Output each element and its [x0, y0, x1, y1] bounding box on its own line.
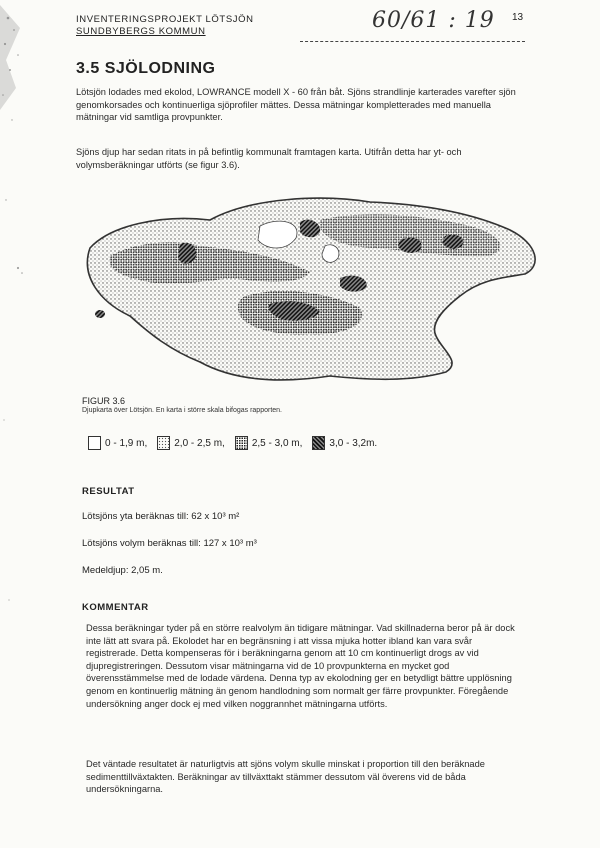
resultat-title: RESULTAT — [82, 486, 135, 497]
resultat-area: Lötsjöns yta beräknas till: 62 x 10³ m² — [82, 511, 240, 522]
figure-caption: Djupkarta över Lötsjön. En karta i större skala bifogas rapporten. — [82, 407, 282, 414]
legend-label: 0 - 1,9 m, — [105, 437, 148, 449]
page-number: 13 — [512, 12, 524, 23]
legend-label: 3,0 - 3,2m. — [329, 437, 378, 449]
resultat-volume: Lötsjöns volym beräknas till: 127 x 10³ m³ — [82, 538, 257, 549]
legend-swatch-empty — [88, 436, 101, 450]
legend-label: 2,5 - 3,0 m, — [251, 437, 303, 449]
kommentar-title: KOMMENTAR — [82, 602, 149, 613]
depth-map — [70, 186, 545, 386]
header-municipality: SUNDBYBERGS KOMMUN — [76, 26, 206, 37]
figure-label: FIGUR 3.6 — [82, 396, 126, 406]
section-title: 3.5 SJÖLODNING — [76, 60, 216, 77]
kommentar-paragraph-1: Dessa beräkningar tyder på en större realvolym än tidigare mätningar. Vad skillnaderna beror på är dock inte lätt att svara på. Ekolodet har en begränsning i att vissa mjuka hotter ibland kan vara svår registrerade. Detta kompenseras för i beräkningarna genom att 10 cm kontinuerligt drogs av vid djupregistreringen. Dessutom visar mätningarna vid de 10 provpunkterna en mycket god överensstämmelse med de lodade värdena. Denna typ av ekolodning ger en betydligt bättre upplösning genom en kontinuerlig mätning än genom handlodning som normalt ger färre provpunkter. Föregående undersökning anger dock ej med vilken noggrannhet mätningarna utförts. — [86, 623, 515, 709]
legend-swatch-light-dots — [157, 436, 170, 450]
depth-legend — [88, 433, 383, 453]
header-project: INVENTERINGSPROJEKT LÖTSJÖN — [76, 14, 254, 25]
legend-swatch-dense-dots — [235, 436, 248, 450]
handwritten-reference: 60/61 : 19 — [372, 8, 495, 33]
section-paragraph-1: Lötsjön lodades med ekolod, LOWRANCE modell X - 60 från båt. Sjöns strandlinje karterades varefter sjön genomkorsades och kontinuerliga sjöprofiler mättes. Dessa mätningar kompletterades med manuella mätningar vid samtliga provpunkter. — [76, 87, 516, 122]
legend-item-medium — [157, 436, 225, 450]
section-paragraph-2: Sjöns djup har sedan ritats in på befintlig kommunalt framtagen karta. Utifrån detta har yt- och volymsberäkningar utförts (se figur 3.6). — [76, 147, 462, 170]
header-rule — [300, 41, 525, 42]
scan-noise — [0, 0, 60, 848]
legend-item-shallow — [88, 436, 147, 450]
legend-label: 2,0 - 2,5 m, — [174, 437, 225, 449]
legend-swatch-dark-hatch — [312, 436, 325, 450]
resultat-mean-depth: Medeldjup: 2,05 m. — [82, 565, 163, 576]
legend-item-deepest — [312, 436, 377, 450]
kommentar-paragraph-2: Det väntade resultatet är naturligtvis att sjöns volym skulle minskat i proportion till den beräknade sedimenttillväxtakten. Beräkningar av tillväxttakt stämmer dessutom väl överens vid de båda undersökningarna. — [86, 759, 485, 795]
legend-item-deep — [235, 436, 303, 450]
